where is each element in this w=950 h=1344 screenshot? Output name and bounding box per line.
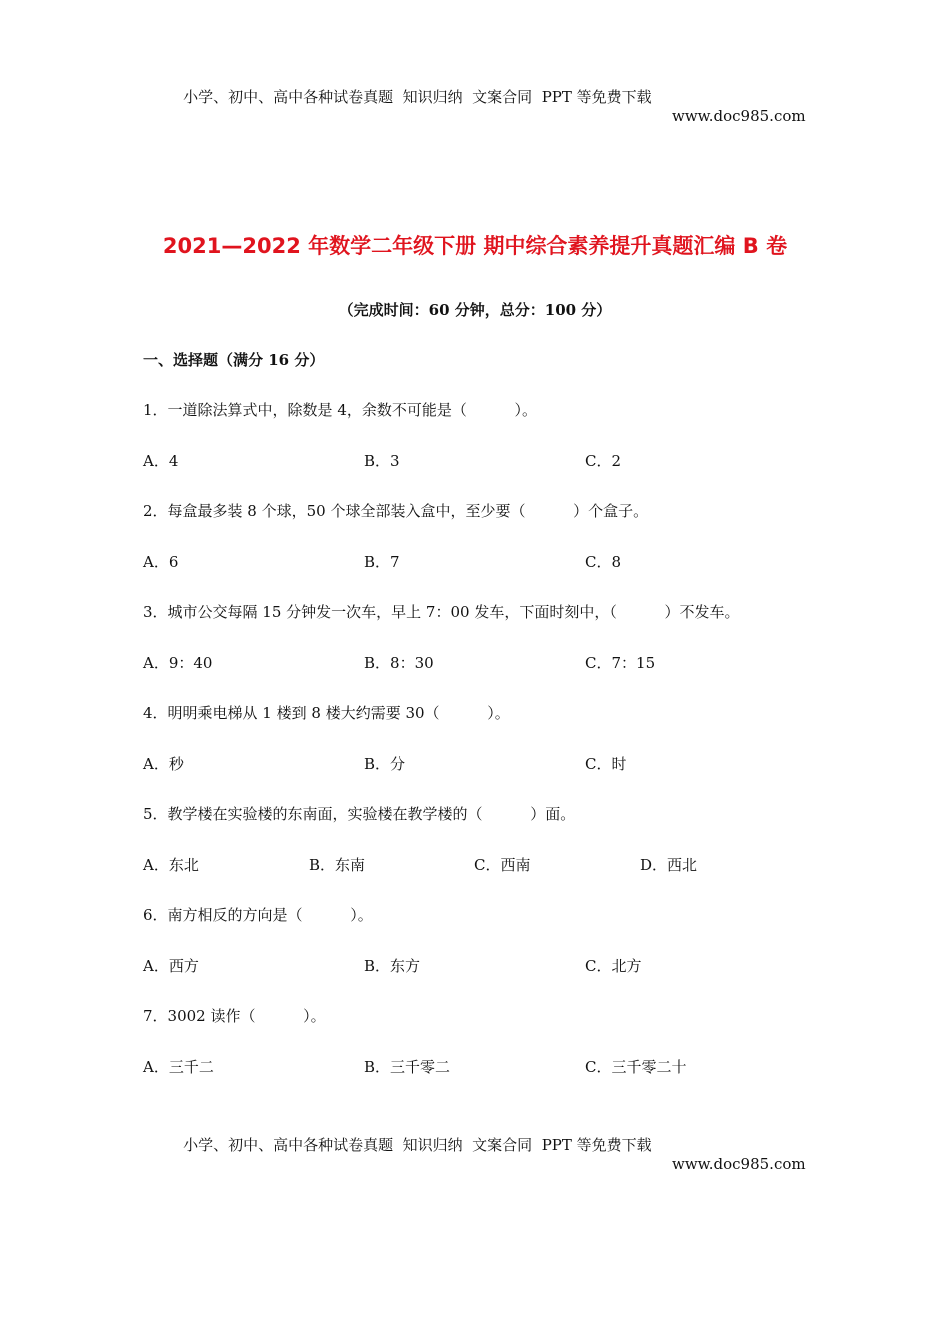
question-4-option: B．分	[364, 755, 406, 773]
question-2-option: B．7	[364, 553, 400, 571]
question-3-option: B．8：30	[364, 654, 434, 672]
question-6-option: C．北方	[585, 957, 642, 975]
question-2: 2．每盒最多装 8 个球，50 个球全部装入盒中，至少要（ ）个盒子。	[143, 502, 649, 520]
question-5-option: D．西北	[640, 856, 698, 874]
question-1-option: A．4	[143, 452, 179, 470]
question-1-option: C．2	[585, 452, 622, 470]
question-3-option: C．7：15	[585, 654, 656, 672]
document-subtitle: （完成时间：60 分钟，总分：100 分）	[338, 301, 612, 319]
question-6: 6．南方相反的方向是（ ）。	[143, 906, 373, 924]
question-1-option: B．3	[364, 452, 400, 470]
question-5: 5．教学楼在实验楼的东南面，实验楼在教学楼的（ ）面。	[143, 805, 576, 823]
footer-url[interactable]: www.doc985.com	[672, 1155, 806, 1173]
question-7-option: A．三千二	[143, 1058, 214, 1076]
question-6-option: B．东方	[364, 957, 421, 975]
document-title: 2021—2022 年数学二年级下册 期中综合素养提升真题汇编 B 卷	[162, 234, 788, 258]
question-5-option: A．东北	[143, 856, 199, 874]
question-3: 3．城市公交每隔 15 分钟发一次车，早上 7：00 发车，下面时刻中，（ ）不发车。	[143, 603, 740, 621]
question-3-option: A．9：40	[143, 654, 213, 672]
question-7-option: B．三千零二	[364, 1058, 451, 1076]
footer-text: 小学、初中、高中各种试卷真题 知识归纳 文案合同 PPT 等免费下载	[183, 1136, 652, 1154]
header-text: 小学、初中、高中各种试卷真题 知识归纳 文案合同 PPT 等免费下载	[183, 88, 652, 106]
question-4: 4．明明乘电梯从 1 楼到 8 楼大约需要 30（ ）。	[143, 704, 510, 722]
question-5-option: C．西南	[474, 856, 531, 874]
question-6-option: A．西方	[143, 957, 199, 975]
page-header	[164, 68, 806, 143]
question-4-option: C．时	[585, 755, 627, 773]
question-1: 1．一道除法算式中，除数是 4，余数不可能是（ ）。	[143, 401, 538, 419]
question-7-option: C．三千零二十	[585, 1058, 687, 1076]
question-7: 7．3002 读作（ ）。	[143, 1007, 326, 1025]
header-url[interactable]: www.doc985.com	[672, 107, 806, 125]
question-2-option: C．8	[585, 553, 622, 571]
question-4-option: A．秒	[143, 755, 184, 773]
section-heading: 一、选择题（满分 16 分）	[143, 351, 325, 369]
question-2-option: A．6	[143, 553, 179, 571]
question-5-option: B．东南	[309, 856, 366, 874]
page-footer	[164, 1116, 806, 1191]
